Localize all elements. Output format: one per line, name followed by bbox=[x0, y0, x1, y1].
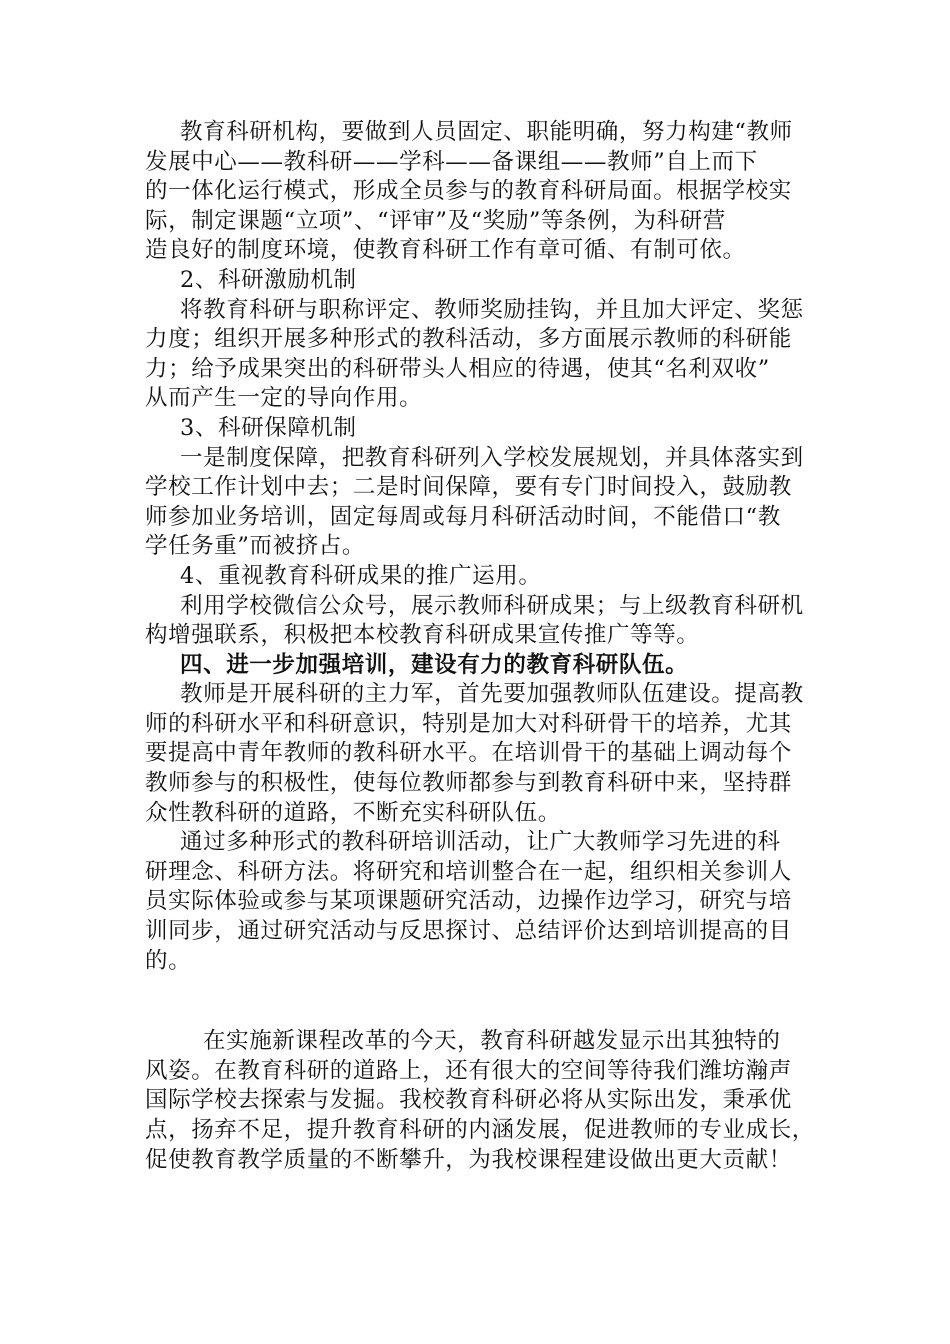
text-line: 的一体化运行模式，形成全员参与的教育科研局面。根据学校实 bbox=[145, 178, 792, 205]
text-line: 通过多种形式的教科研培训活动，让广大教师学习先进的科 bbox=[180, 829, 781, 856]
text-line: 要提高中青年教师的教科研水平。在培训骨干的基础上调动每个 bbox=[145, 740, 792, 767]
paragraph-guarantee bbox=[145, 444, 815, 562]
text-line: 教育科研机构，要做到人员固定、职能明确，努力构建“教师 bbox=[180, 119, 793, 145]
text-line: 师的科研水平和科研意识，特别是加大对科研骨干的培养，尤其 bbox=[145, 710, 792, 737]
text-line: 教师是开展科研的主力军，首先要加强教师队伍建设。提高教 bbox=[180, 681, 804, 708]
paragraph-training-activities bbox=[145, 828, 815, 976]
text-line: 的。 bbox=[145, 947, 192, 974]
paragraph-promotion bbox=[145, 592, 815, 651]
paragraph-spacer bbox=[145, 976, 815, 1027]
text-line: 学任务重”而被挤占。 bbox=[145, 533, 366, 560]
text-line: 一是制度保障，把教育科研列入学校发展规划，并具体落实到 bbox=[180, 444, 804, 471]
text-line: 研理念、科研方法。将研究和培训整合在一起，组织相关参训人 bbox=[145, 858, 792, 885]
document-page bbox=[145, 118, 815, 1175]
text-line: 学校工作计划中去；二是时间保障，要有专门时间投入，鼓励教 bbox=[145, 474, 792, 501]
section-heading-guarantee: 3、科研保障机制 bbox=[180, 414, 357, 441]
section-heading-training: 四、进一步加强培训，建设有力的教育科研队伍。 bbox=[180, 651, 689, 678]
paragraph-teacher-team bbox=[145, 680, 815, 828]
paragraph-institution bbox=[145, 118, 815, 266]
text-line: 在实施新课程改革的今天，教育科研越发显示出其独特的 bbox=[203, 1028, 781, 1055]
text-line: 促使教育教学质量的不断攀升，为我校课程建设做出更大贡献！ bbox=[145, 1146, 792, 1173]
section-heading-promotion: 4、重视教育科研成果的推广运用。 bbox=[180, 562, 542, 589]
text-line: 训同步，通过研究活动与反思探讨、总结评价达到培训提高的目 bbox=[145, 918, 792, 945]
text-line: 将教育科研与职称评定、教师奖励挂钩，并且加大评定、奖惩 bbox=[180, 296, 804, 323]
text-line: 力；给予成果突出的科研带头人相应的待遇，使其“名利双收” bbox=[145, 355, 770, 382]
text-line: 教师参与的积极性，使每位教师都参与到教育科研中来，坚持群 bbox=[145, 770, 792, 797]
section-heading-incentive: 2、科研激励机制 bbox=[180, 266, 357, 293]
text-line: 构增强联系，积极把本校教育科研成果宣传推广等等。 bbox=[145, 622, 700, 649]
text-line: 风姿。在教育科研的道路上，还有很大的空间等待我们潍坊瀚声 bbox=[145, 1057, 792, 1084]
text-line: 从而产生一定的导向作用。 bbox=[145, 385, 423, 412]
text-line: 师参加业务培训，固定每周或每月科研活动时间，不能借口“教 bbox=[145, 503, 781, 530]
text-line: 造良好的制度环境，使教育科研工作有章可循、有制可依。 bbox=[145, 237, 746, 264]
text-line: 国际学校去探索与发掘。我校教育科研必将从实际出发，秉承优 bbox=[145, 1087, 792, 1114]
text-line: 员实际体验或参与某项课题研究活动，边操作边学习，研究与培 bbox=[145, 888, 792, 915]
paragraph-incentive bbox=[145, 296, 815, 414]
text-line: 际，制定课题“立项”、“评审”及“奖励”等条例，为科研营 bbox=[145, 207, 726, 234]
text-line: 众性教科研的道路，不断充实科研队伍。 bbox=[145, 799, 561, 826]
text-line: 发展中心——教科研——学科——备课组——教师”自上而下 bbox=[145, 148, 758, 175]
paragraph-conclusion bbox=[145, 1027, 815, 1175]
text-line: 点，扬弃不足，提升教育科研的内涵发展，促进教师的专业成长， bbox=[145, 1117, 815, 1143]
text-line: 力度；组织开展多种形式的教科活动，多方面展示教师的科研能 bbox=[145, 326, 792, 353]
text-line: 利用学校微信公众号，展示教师科研成果；与上级教育科研机 bbox=[180, 592, 804, 619]
